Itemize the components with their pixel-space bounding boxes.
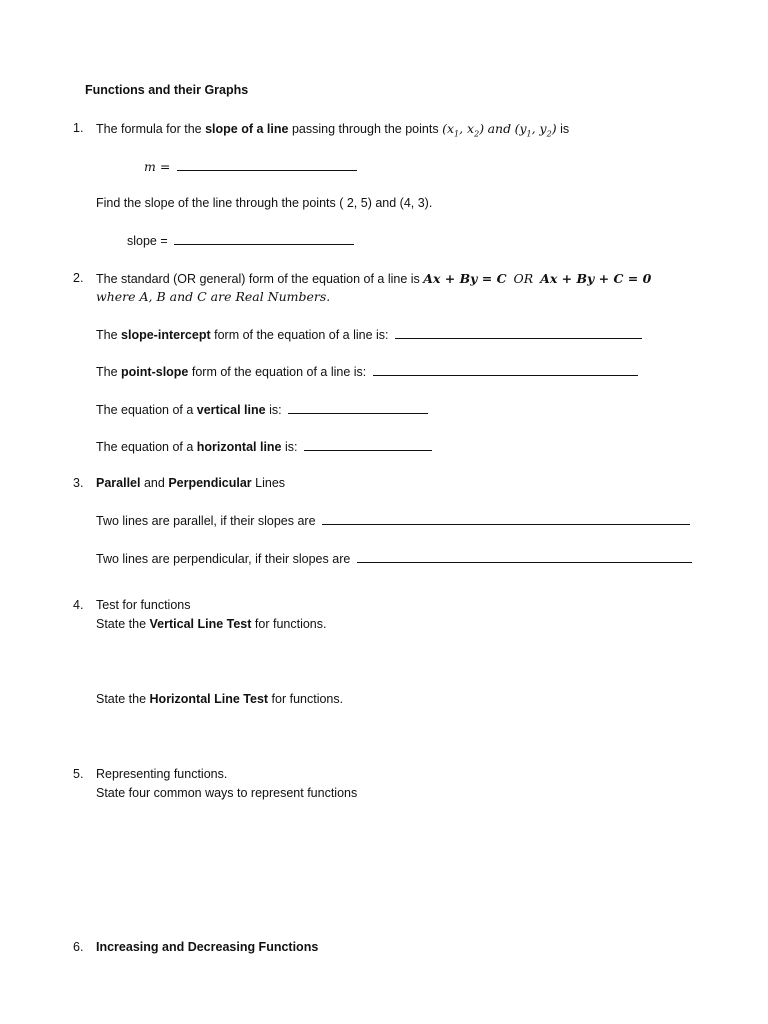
slope-intercept-line: The slope-intercept form of the equation of a line is: bbox=[96, 327, 642, 342]
question-1-number: 1. bbox=[73, 121, 84, 135]
question-2-text: The standard (OR general) form of the equation of a line is Ax + By = C OR Ax + By + C = 0 bbox=[96, 271, 652, 286]
slope-answer-line bbox=[127, 233, 354, 248]
slope-answer-blank[interactable] bbox=[174, 233, 354, 245]
slope-formula-line bbox=[144, 159, 357, 174]
point-y-expression: ($y_1$, $y_2$) bbox=[514, 121, 557, 139]
question-5-number: 5. bbox=[73, 767, 84, 781]
slope-label: slope = bbox=[127, 234, 168, 248]
vertical-line-line: The equation of a vertical line is: bbox=[96, 402, 428, 417]
parallel-blank[interactable] bbox=[322, 513, 690, 525]
perpendicular-line: Two lines are perpendicular, if their slopes are bbox=[96, 551, 692, 566]
question-4-heading: Test for functions bbox=[96, 598, 191, 612]
point-x-expression: ($x_1$, $x_2$) bbox=[442, 121, 485, 139]
horizontal-line-line: The equation of a horizontal line is: bbox=[96, 439, 432, 454]
question-3-number: 3. bbox=[73, 476, 84, 490]
question-4-number: 4. bbox=[73, 598, 84, 612]
real-numbers-note: where A, B and C are Real Numbers. bbox=[96, 289, 331, 304]
question-5-subtext: State four common ways to represent functions bbox=[96, 786, 358, 800]
point-slope-blank[interactable] bbox=[373, 364, 638, 376]
standard-form-eq: Ax + By = C bbox=[423, 271, 507, 286]
horizontal-line-test-prompt: State the Horizontal Line Test for functions. bbox=[96, 692, 344, 706]
find-slope-text: Find the slope of the line through the points ( 2, 5) and (4, 3). bbox=[96, 196, 433, 210]
question-5-heading: Representing functions. bbox=[96, 767, 228, 781]
m-label: m = bbox=[144, 159, 171, 174]
perpendicular-blank[interactable] bbox=[357, 551, 692, 563]
slope-formula-blank[interactable] bbox=[177, 159, 357, 171]
vertical-line-blank[interactable] bbox=[288, 402, 428, 414]
question-6-number: 6. bbox=[73, 940, 84, 954]
question-6-heading: Increasing and Decreasing Functions bbox=[96, 940, 319, 954]
general-form-eq: Ax + By + C = 0 bbox=[540, 271, 652, 286]
page-title: Functions and their Graphs bbox=[85, 83, 249, 97]
parallel-line: Two lines are parallel, if their slopes are bbox=[96, 513, 690, 528]
question-1-text: The formula for the slope of a line passing through the points ($x_1$, $x_2$) and ($y_1$, $y_2$) is bbox=[96, 121, 570, 139]
question-2-number: 2. bbox=[73, 271, 84, 285]
question-3-heading: Parallel and Perpendicular Lines bbox=[96, 476, 286, 490]
point-slope-line: The point-slope form of the equation of a line is: bbox=[96, 364, 638, 379]
horizontal-line-blank[interactable] bbox=[304, 439, 432, 451]
slope-intercept-blank[interactable] bbox=[395, 327, 642, 339]
vertical-line-test-prompt: State the Vertical Line Test for functions. bbox=[96, 617, 327, 631]
